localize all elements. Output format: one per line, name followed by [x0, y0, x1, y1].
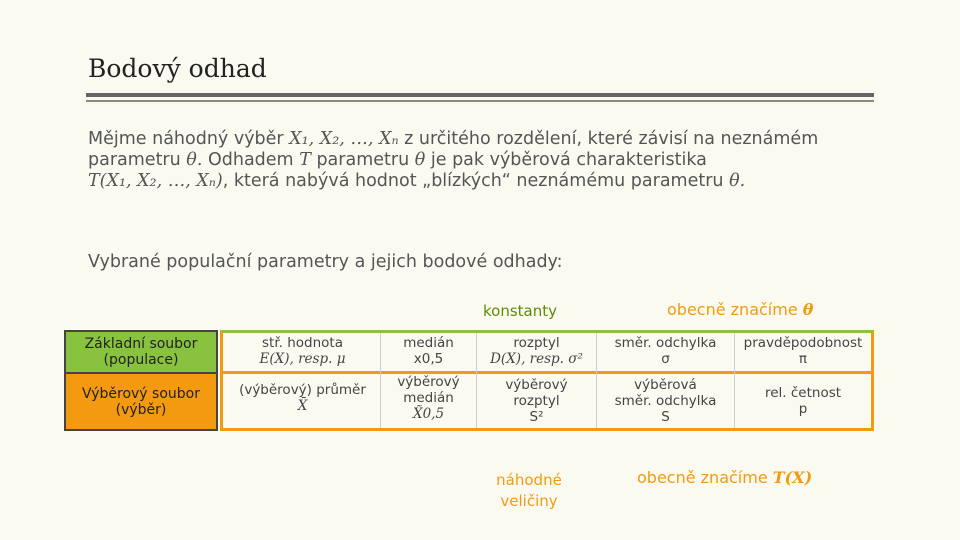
row-label-line: Výběrový soubor [82, 385, 200, 402]
cell-math: D(X), resp. σ² [490, 351, 583, 367]
title-rule-thin [86, 100, 874, 102]
cell-text: rel. četnost [764, 385, 842, 401]
cell-math: X̃0,5 [412, 406, 445, 422]
intro-text: je pak výběrová charakteristika [430, 150, 707, 170]
math-T-of-X: T(X) [772, 468, 813, 487]
cell-math: X̄ [297, 398, 308, 414]
cell-text: směr. odchylka [614, 335, 717, 351]
konstanty-label: konstanty [483, 302, 557, 320]
cell-text: rozptyl [513, 393, 560, 409]
cell-math: E(X), resp. μ [259, 351, 346, 367]
obecne-text: obecně značíme [637, 468, 768, 487]
row-label-line: (výběr) [115, 401, 167, 418]
parameters-table [220, 330, 874, 431]
cell-text: pravděpodobnost [743, 335, 863, 351]
label-line: veličiny [500, 492, 558, 510]
math-sample: X₁, X₂, …, Xₙ [289, 129, 399, 149]
math-theta: θ [414, 150, 426, 170]
label-line: náhodné [496, 471, 562, 489]
math-T: T [299, 150, 311, 170]
intro-text: parametru [88, 150, 181, 170]
cell-text: výběrový [397, 374, 460, 390]
cell-text: p [798, 401, 808, 417]
obecne-theta-label [667, 300, 813, 319]
cell-text: S [661, 409, 670, 425]
cell-sample-variance [477, 377, 596, 425]
cell-sample-rel-freq [735, 385, 871, 417]
intro-text: , která nabývá hodnot „blízkých“ neznámému parametru [222, 171, 724, 191]
math-theta: θ [802, 300, 814, 319]
row-divider [223, 371, 871, 374]
title-rule-thick [86, 93, 874, 97]
intro-text: Odhadem [207, 150, 294, 170]
cell-text: π [798, 351, 808, 367]
math-T-of-sample: T(X₁, X₂, …, Xₙ) [88, 171, 223, 191]
cell-pop-variance [477, 335, 596, 367]
math-theta: θ. [186, 150, 203, 170]
cell-text: výběrová [634, 377, 697, 393]
intro-line-3 [88, 171, 878, 192]
cell-text: rozptyl [513, 335, 560, 351]
subheading: Vybrané populační parametry a jejich bodové odhady: [88, 252, 563, 272]
cell-sample-median [381, 374, 476, 422]
cell-text: S² [529, 409, 544, 425]
cell-text: stř. hodnota [262, 335, 343, 351]
intro-text: parametru [316, 150, 410, 170]
intro-text: z určitého rozdělení, které závisí na neznámém [404, 129, 819, 149]
cell-pop-sd [597, 335, 734, 367]
cell-pop-mean [225, 335, 380, 367]
cell-text: směr. odchylka [614, 393, 717, 409]
intro-text: Mějme náhodný výběr [88, 129, 284, 149]
cell-sample-mean [225, 382, 380, 414]
cell-pop-median [381, 335, 476, 367]
row-label-sample [64, 372, 218, 431]
obecne-text: obecně značíme [667, 300, 798, 319]
math-theta: θ. [729, 171, 746, 191]
row-label-line: (populace) [103, 352, 179, 368]
slide-title: Bodový odhad [88, 54, 267, 83]
row-label-line: Základní soubor [84, 336, 198, 352]
cell-text: medián [403, 390, 454, 406]
row-label-population [64, 330, 218, 372]
intro-line-2 [88, 150, 878, 171]
intro-line-1 [88, 129, 878, 150]
nahodne-veliciny-label [483, 470, 575, 512]
cell-text: x0,5 [413, 351, 444, 367]
intro-paragraph [88, 129, 878, 192]
cell-text: výběrový [505, 377, 568, 393]
cell-sample-sd [597, 377, 734, 425]
cell-text: σ [661, 351, 670, 367]
cell-text: medián [403, 335, 454, 351]
cell-text: (výběrový) průměr [239, 382, 366, 398]
cell-pop-probability [735, 335, 871, 367]
obecne-T-label [637, 468, 812, 487]
